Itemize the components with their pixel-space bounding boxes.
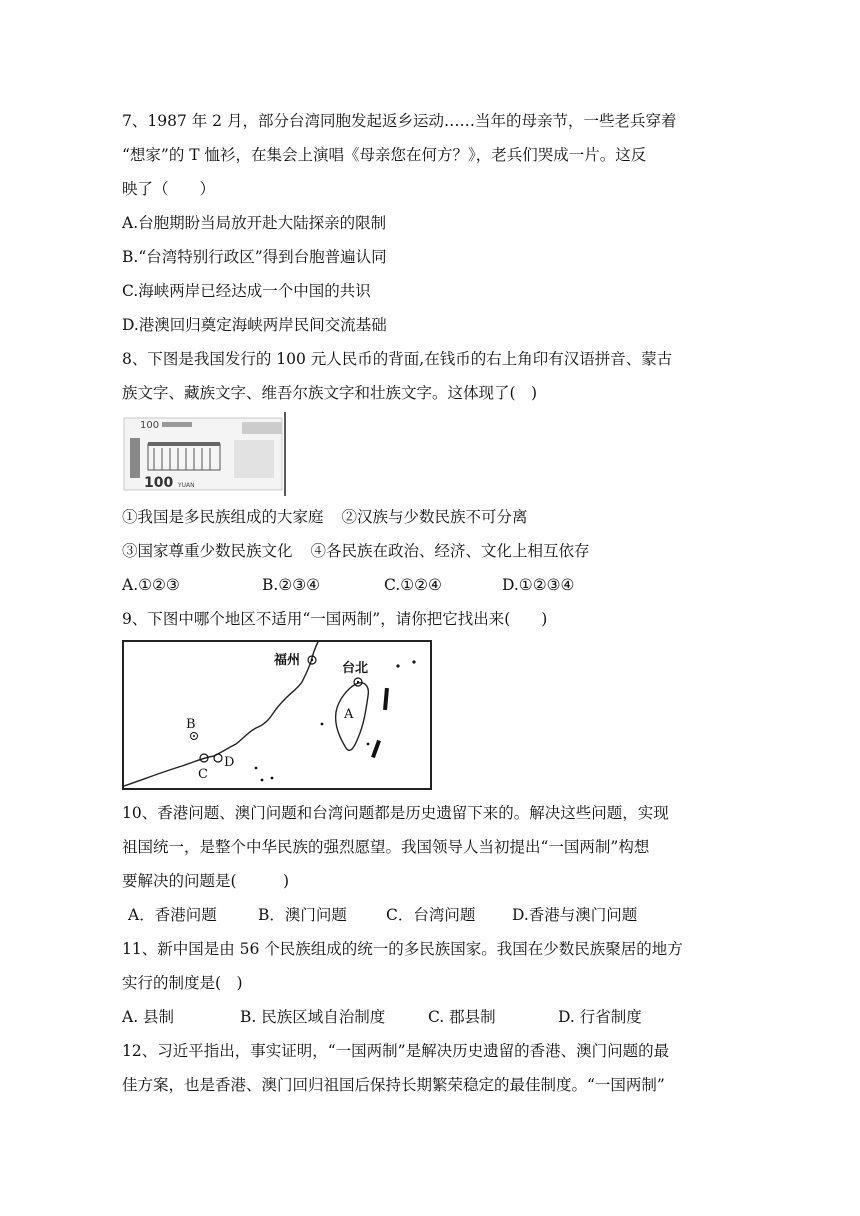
bill-yuan-text: YUAN <box>178 482 195 489</box>
q10-option-d: D.香港与澳门问题 <box>512 906 638 924</box>
q11-stem-line-2: 实行的制度是( ) <box>122 974 243 992</box>
q8-statement-2: ②汉族与少数民族不可分离 <box>341 508 528 526</box>
q8-option-d: D.①②③④ <box>502 576 575 594</box>
question-8 <box>122 342 732 602</box>
banknote-100-yuan-image <box>122 412 287 496</box>
q10-option-c: C．台湾问题 <box>386 906 476 924</box>
q8-statements-row-2 <box>122 534 732 568</box>
q8-option-b: B.②③④ <box>262 576 321 594</box>
q8-statements-row-1 <box>122 500 732 534</box>
q11-options <box>122 1000 732 1034</box>
q7-option-b: B.“台湾特别行政区”得到台胞普遍认同 <box>122 248 387 266</box>
q11-option-a: A. 县制 <box>122 1008 175 1026</box>
taiwan-strait-map <box>122 640 432 790</box>
q11-stem-line-1: 11、新中国是由 56 个民族组成的统一的多民族国家。我国在少数民族聚居的地方 <box>122 940 683 958</box>
label-d: D <box>224 755 235 770</box>
q11-option-c: C. 郡县制 <box>428 1008 496 1026</box>
question-9 <box>122 602 732 790</box>
question-11 <box>122 932 732 1034</box>
q7-stem-line-3: 映了（ ） <box>122 180 216 198</box>
q7-option-c: C.海峡两岸已经达成一个中国的共识 <box>122 282 371 300</box>
q10-stem-line-1: 10、香港问题、澳门问题和台湾问题都是历史遗留下来的。解决这些问题，实现 <box>122 804 669 822</box>
q10-option-a: A．香港问题 <box>128 906 217 924</box>
q10-stem-line-2: 祖国统一，是整个中华民族的强烈愿望。我国领导人当初提出“一国两制”构想 <box>122 838 650 856</box>
q8-stem-line-2: 族文字、藏族文字、维吾尔族文字和壮族文字。这体现了( ) <box>122 384 538 402</box>
label-taibei: 台北 <box>342 661 369 676</box>
label-a: A <box>344 707 354 722</box>
q9-stem: 9、下图中哪个地区不适用“一国两制”，请你把它找出来( ) <box>122 610 548 628</box>
label-fuzhou: 福州 <box>274 653 301 668</box>
q10-stem-line-3: 要解决的问题是( ) <box>122 872 290 890</box>
label-c: C <box>198 767 208 782</box>
q7-option-a: A.台胞期盼当局放开赴大陆探亲的限制 <box>122 214 387 232</box>
q8-statement-4: ④各民族在政治、经济、文化上相互依存 <box>310 542 590 560</box>
q10-option-b: B．澳门问题 <box>258 906 347 924</box>
q11-option-b: B. 民族区域自治制度 <box>240 1008 386 1026</box>
question-12 <box>122 1034 732 1102</box>
q12-stem-line-2: 佳方案，也是香港、澳门回归祖国后保持长期繁荣稳定的最佳制度。“一国两制” <box>122 1076 665 1094</box>
q8-statement-1: ①我国是多民族组成的大家庭 <box>122 508 324 526</box>
q8-stem-line-1: 8、下图是我国发行的 100 元人民币的背面,在钱币的右上角印有汉语拼音、蒙古 <box>122 350 673 368</box>
q10-options <box>122 898 732 932</box>
bill-top-number: 100 <box>140 420 160 431</box>
q12-stem-line-1: 12、习近平指出，事实证明，“一国两制”是解决历史遗留的香港、澳门问题的最 <box>122 1042 670 1060</box>
exam-page <box>122 104 732 1102</box>
q7-stem-line-1: 7、1987 年 2 月，部分台湾同胞发起返乡运动……当年的母亲节，一些老兵穿着 <box>122 112 677 130</box>
q7-option-d: D.港澳回归奠定海峡两岸民间交流基础 <box>122 316 387 334</box>
question-10 <box>122 796 732 932</box>
question-7 <box>122 104 732 342</box>
q11-option-d: D. 行省制度 <box>558 1008 642 1026</box>
q8-option-c: C.①②④ <box>384 576 442 594</box>
q8-option-a: A.①②③ <box>122 576 180 594</box>
q8-options <box>122 568 732 602</box>
label-b: B <box>186 717 196 732</box>
bill-bottom-number: 100 <box>144 475 174 491</box>
q7-stem-line-2: “想家”的 T 恤衫，在集会上演唱《母亲您在何方？》，老兵们哭成一片。这反 <box>122 146 647 164</box>
q8-statement-3: ③国家尊重少数民族文化 <box>122 542 293 560</box>
